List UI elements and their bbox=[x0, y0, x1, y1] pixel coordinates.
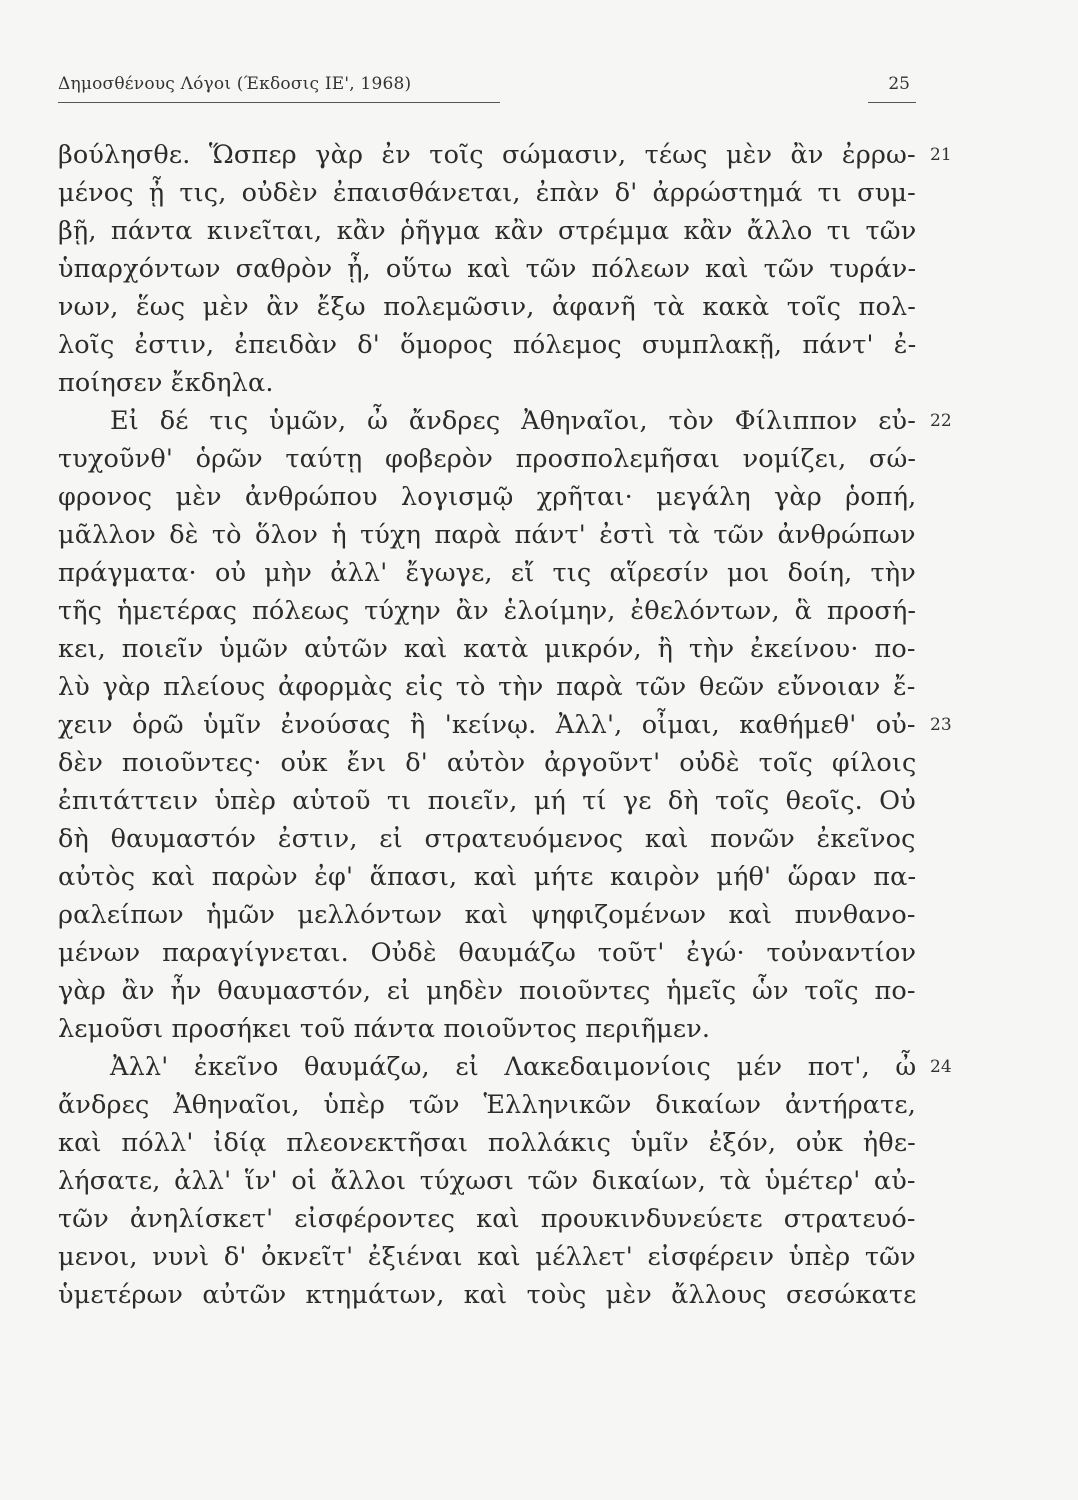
running-head-title: Δημοσθένους Λόγοι (Έκδοσις ΙΕ', 1968) bbox=[58, 74, 412, 94]
text-line: πράγματα· οὐ μὴν ἀλλ' ἔγωγε, εἴ τις αἵρεσίν μοι δοίη, τὴν bbox=[58, 558, 916, 588]
text-line: βῇ, πάντα κινεῖται, κἂν ῥῆγμα κἂν στρέμμα κἂν ἄλλο τι τῶν bbox=[58, 216, 917, 246]
text-line: μένος ᾖ τις, οὐδὲν ἐπαισθάνεται, ἐπὰν δ' ἀρρώστημά τι συμ- bbox=[58, 178, 916, 208]
text-line: λήσατε, ἀλλ' ἵν' οἱ ἄλλοι τύχωσι τῶν δικαίων, τὰ ὑμέτερ' αὐ- bbox=[58, 1166, 916, 1196]
text-line: χειν ὁρῶ ὑμῖν ἐνούσας ἢ 'κείνῳ. Ἀλλ', οἶμαι, καθήμεθ' οὐ- bbox=[58, 710, 916, 740]
text-line: λὺ γὰρ πλείους ἀφορμὰς εἰς τὸ τὴν παρὰ τῶν θεῶν εὔνοιαν ἔ- bbox=[58, 672, 916, 702]
text-line: κει, ποιεῖν ὑμῶν αὐτῶν καὶ κατὰ μικρόν, ἢ τὴν ἐκείνου· πο- bbox=[58, 634, 916, 664]
page-number-rule bbox=[868, 102, 916, 103]
paragraph-first-line: Ἀλλ' ἐκεῖνο θαυμάζω, εἰ Λακεδαιμονίοις μέν ποτ', ὦ bbox=[110, 1052, 917, 1082]
text-line: γὰρ ἂν ἦν θαυμαστόν, εἰ μηδὲν ποιοῦντες ἡμεῖς ὧν τοῖς πο- bbox=[58, 976, 916, 1006]
page-number: 25 bbox=[888, 74, 910, 94]
text-line: ἐπιτάττειν ὑπὲρ αὑτοῦ τι ποιεῖν, μή τί γε δὴ τοῖς θεοῖς. Οὐ bbox=[58, 786, 916, 816]
text-line: μᾶλλον δὲ τὸ ὅλον ἡ τύχη παρὰ πάντ' ἐστὶ τὰ τῶν ἀνθρώπων bbox=[58, 520, 916, 550]
header-rule bbox=[58, 102, 500, 103]
text-line: τῆς ἡμετέρας πόλεως τύχην ἂν ἑλοίμην, ἐθελόντων, ἃ προσή- bbox=[58, 596, 917, 626]
text-line: μένων παραγίγνεται. Οὐδὲ θαυμάζω τοῦτ' ἐγώ· τοὐναντίον bbox=[58, 938, 917, 968]
text-line: τυχοῦνθ' ὁρῶν ταύτῃ φοβερὸν προσπολεμῆσαι νομίζει, σώ- bbox=[58, 444, 917, 474]
text-line: ποίησεν ἔκδηλα. bbox=[58, 368, 274, 398]
text-line: λοῖς ἐστιν, ἐπειδὰν δ' ὅμορος πόλεμος συμπλακῇ, πάντ' ἐ- bbox=[58, 330, 917, 360]
section-number: 24 bbox=[930, 1057, 952, 1077]
text-line: ὑμετέρων αὐτῶν κτημάτων, καὶ τοὺς μὲν ἄλλους σεσώκατε bbox=[58, 1280, 917, 1310]
text-line: μενοι, νυνὶ δ' ὀκνεῖτ' ἐξιέναι καὶ μέλλετ' εἰσφέρειν ὑπὲρ τῶν bbox=[58, 1242, 916, 1272]
text-line: καὶ πόλλ' ἰδίᾳ πλεονεκτῆσαι πολλάκις ὑμῖν ἐξόν, οὐκ ἠθε- bbox=[58, 1128, 916, 1158]
text-line: λεμοῦσι προσήκει τοῦ πάντα ποιοῦντος περιῆμεν. bbox=[58, 1014, 711, 1044]
text-line: αὐτὸς καὶ παρὼν ἐφ' ἅπασι, καὶ μήτε καιρὸν μήθ' ὥραν πα- bbox=[58, 862, 917, 892]
text-line: δὴ θαυμαστόν ἐστιν, εἰ στρατευόμενος καὶ πονῶν ἐκεῖνος bbox=[58, 824, 916, 854]
section-number: 22 bbox=[930, 411, 952, 431]
text-line: δὲν ποιοῦντες· οὐκ ἔνι δ' αὐτὸν ἀργοῦντ' οὐδὲ τοῖς φίλοις bbox=[58, 748, 917, 778]
text-line: τῶν ἀνηλίσκετ' εἰσφέροντες καὶ προυκινδυνεύετε στρατευό- bbox=[58, 1204, 916, 1234]
text-line: νων, ἕως μὲν ἂν ἔξω πολεμῶσιν, ἀφανῆ τὰ κακὰ τοῖς πολ- bbox=[58, 292, 917, 322]
running-head bbox=[58, 74, 914, 102]
text-line: ἄνδρες Ἀθηναῖοι, ὑπὲρ τῶν Ἑλληνικῶν δικαίων ἀντήρατε, bbox=[58, 1090, 917, 1120]
section-number: 21 bbox=[930, 145, 952, 165]
section-number: 23 bbox=[930, 715, 952, 735]
text-line: ὑπαρχόντων σαθρὸν ᾖ, οὕτω καὶ τῶν πόλεων καὶ τῶν τυράν- bbox=[58, 254, 917, 284]
paragraph-first-line: Εἰ δέ τις ὑμῶν, ὦ ἄνδρες Ἀθηναῖοι, τὸν Φίλιππον εὐ- bbox=[110, 406, 916, 436]
text-line: βούλησθε. Ὥσπερ γὰρ ἐν τοῖς σώμασιν, τέως μὲν ἂν ἐρρω- bbox=[58, 140, 916, 170]
text-line: φρονος μὲν ἀνθρώπου λογισμῷ χρῆται· μεγάλη γὰρ ῥοπή, bbox=[58, 482, 917, 512]
text-line: ραλείπων ἡμῶν μελλόντων καὶ ψηφιζομένων καὶ πυνθανο- bbox=[58, 900, 916, 930]
